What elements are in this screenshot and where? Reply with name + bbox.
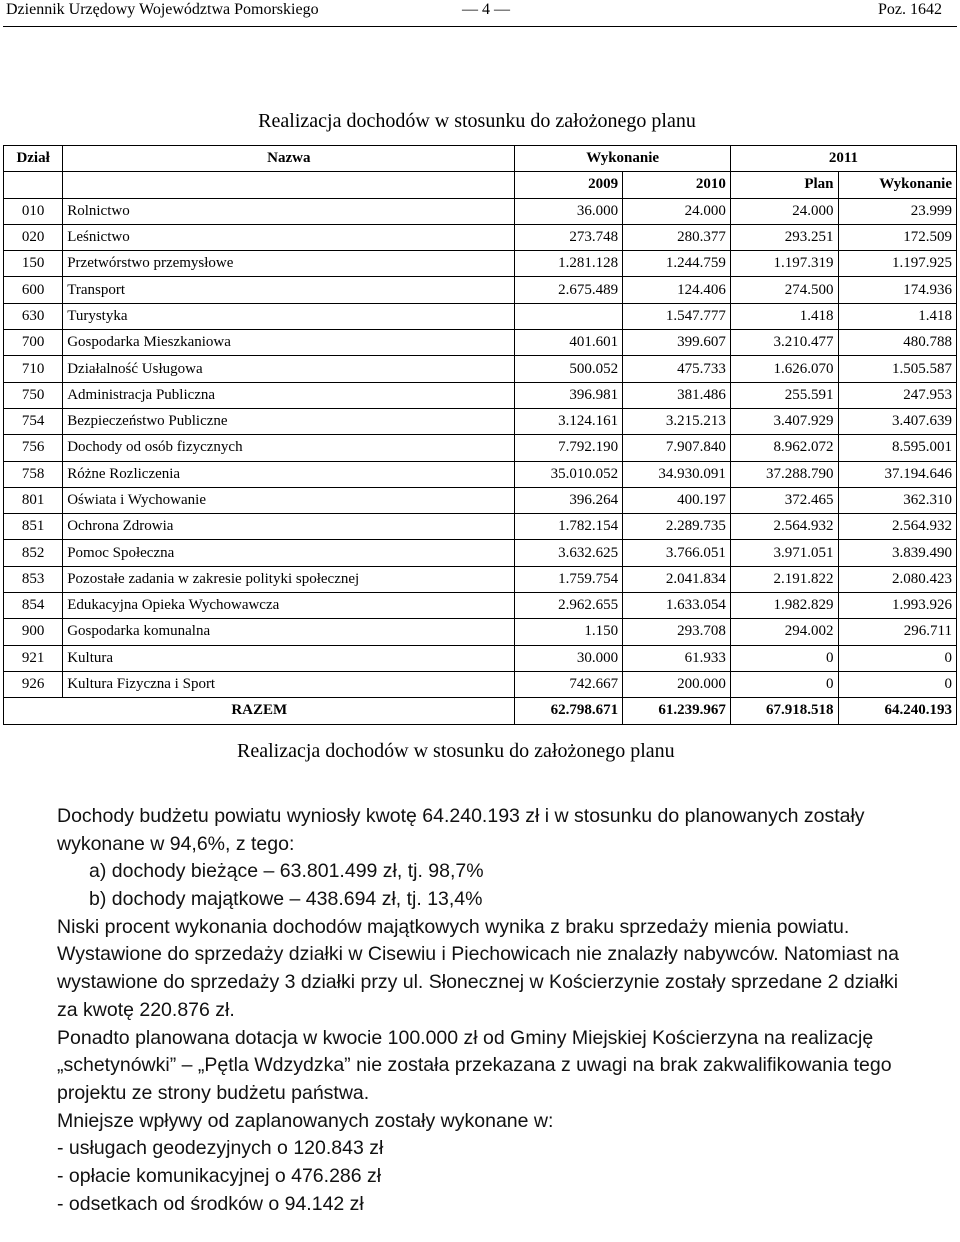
dzial-cell: 750 — [4, 382, 63, 408]
nazwa-cell: Ochrona Zdrowia — [63, 514, 515, 540]
scanned-text-line: - odsetkach od środków o 94.142 zł — [57, 1192, 364, 1215]
plan-cell: 294.002 — [730, 619, 838, 645]
table-subheader-row — [4, 172, 957, 198]
wykonanie-cell: 37.194.646 — [838, 461, 957, 487]
dzial-cell: 851 — [4, 514, 63, 540]
wykonanie-cell: 480.788 — [838, 330, 957, 356]
wykonanie-cell: 2.564.932 — [838, 514, 957, 540]
wykonanie-cell: 247.953 — [838, 382, 957, 408]
dzial-cell: 758 — [4, 461, 63, 487]
table-row — [4, 408, 957, 434]
nazwa-cell: Edukacyjna Opieka Wychowawcza — [63, 593, 515, 619]
dzial-cell: 926 — [4, 671, 63, 697]
header-wykonanie: Wykonanie — [515, 146, 730, 172]
plan-cell: 255.591 — [730, 382, 838, 408]
dzial-cell: 010 — [4, 198, 63, 224]
scanned-text-line: - opłacie komunikacyjnej o 476.286 zł — [57, 1164, 382, 1187]
value-2010-cell: 1.633.054 — [623, 593, 731, 619]
nazwa-cell: Gospodarka komunalna — [63, 619, 515, 645]
header-2010: 2010 — [623, 172, 731, 198]
wykonanie-cell: 0 — [838, 671, 957, 697]
dzial-cell: 852 — [4, 540, 63, 566]
wykonanie-cell: 172.509 — [838, 224, 957, 250]
plan-cell: 37.288.790 — [730, 461, 838, 487]
header-2011: 2011 — [730, 146, 956, 172]
plan-cell: 24.000 — [730, 198, 838, 224]
value-2009-cell: 742.667 — [515, 671, 623, 697]
wykonanie-cell: 1.418 — [838, 303, 957, 329]
total-plan: 67.918.518 — [730, 698, 838, 724]
header-nazwa: Nazwa — [63, 146, 515, 172]
value-2010-cell: 2.041.834 — [623, 566, 731, 592]
value-2009-cell: 35.010.052 — [515, 461, 623, 487]
table-row — [4, 514, 957, 540]
plan-cell: 1.982.829 — [730, 593, 838, 619]
wykonanie-cell: 8.595.001 — [838, 435, 957, 461]
wykonanie-cell: 362.310 — [838, 487, 957, 513]
plan-cell: 274.500 — [730, 277, 838, 303]
wykonanie-cell: 1.993.926 — [838, 593, 957, 619]
value-2010-cell: 2.289.735 — [623, 514, 731, 540]
wykonanie-cell: 23.999 — [838, 198, 957, 224]
nazwa-cell: Administracja Publiczna — [63, 382, 515, 408]
plan-cell: 1.418 — [730, 303, 838, 329]
nazwa-cell: Gospodarka Mieszkaniowa — [63, 330, 515, 356]
caption: Realizacja dochodów w stosunku do założonego planu — [237, 740, 675, 762]
header-dzial: Dział — [4, 146, 63, 172]
wykonanie-cell: 1.197.925 — [838, 251, 957, 277]
value-2009-cell: 401.601 — [515, 330, 623, 356]
dzial-cell: 854 — [4, 593, 63, 619]
nazwa-cell: Kultura Fizyczna i Sport — [63, 671, 515, 697]
nazwa-cell: Dochody od osób fizycznych — [63, 435, 515, 461]
wykonanie-cell: 3.839.490 — [838, 540, 957, 566]
plan-cell: 0 — [730, 645, 838, 671]
value-2010-cell: 381.486 — [623, 382, 731, 408]
value-2010-cell: 293.708 — [623, 619, 731, 645]
scanned-text-block — [57, 803, 918, 1242]
scanned-text-line: Ponadto planowana dotacja w kwocie 100.000 zł od Gminy Miejskiej Kościerzyna na realizację — [57, 1026, 874, 1049]
dzial-cell: 754 — [4, 408, 63, 434]
table-header-row — [4, 146, 957, 172]
value-2009-cell: 500.052 — [515, 356, 623, 382]
dzial-cell: 600 — [4, 277, 63, 303]
value-2009-cell: 36.000 — [515, 198, 623, 224]
scanned-text-line: b) dochody majątkowe – 438.694 zł, tj. 13,4% — [89, 888, 483, 911]
scanned-text-line: „schetynówki” – „Pętla Wdzydzka” nie została przekazana z uwagi na brak zakwalifikowania tego — [57, 1054, 892, 1077]
value-2009-cell: 3.632.625 — [515, 540, 623, 566]
wykonanie-cell: 2.080.423 — [838, 566, 957, 592]
nazwa-cell: Przetwórstwo przemysłowe — [63, 251, 515, 277]
nazwa-cell: Pozostałe zadania w zakresie polityki społecznej — [63, 566, 515, 592]
table-row — [4, 540, 957, 566]
dzial-cell: 700 — [4, 330, 63, 356]
dzial-cell: 801 — [4, 487, 63, 513]
dzial-cell: 921 — [4, 645, 63, 671]
wykonanie-cell: 1.505.587 — [838, 356, 957, 382]
scanned-text-line: projektu ze strony budżetu państwa. — [57, 1081, 370, 1104]
plan-cell: 3.407.929 — [730, 408, 838, 434]
wykonanie-cell: 174.936 — [838, 277, 957, 303]
table-row — [4, 593, 957, 619]
income-table — [3, 145, 957, 725]
scanned-text-line: Dochody budżetu powiatu wyniosły kwotę 64.240.193 zł i w stosunku do planowanych zostały — [57, 805, 865, 827]
total-wykonanie: 64.240.193 — [838, 698, 957, 724]
scanned-text-line: Mniejsze wpływy od zaplanowanych zostały wykonane w: — [57, 1109, 554, 1132]
scanned-text-line: Niski procent wykonania dochodów majątkowych wynika z braku sprzedaży mienia powiatu. — [57, 915, 850, 938]
value-2010-cell: 280.377 — [623, 224, 731, 250]
dzial-cell: 150 — [4, 251, 63, 277]
value-2010-cell: 200.000 — [623, 671, 731, 697]
value-2010-cell: 61.933 — [623, 645, 731, 671]
wykonanie-cell: 3.407.639 — [838, 408, 957, 434]
dzial-cell: 853 — [4, 566, 63, 592]
plan-cell: 1.626.070 — [730, 356, 838, 382]
table-row — [4, 356, 957, 382]
value-2010-cell: 3.766.051 — [623, 540, 731, 566]
value-2009-cell: 7.792.190 — [515, 435, 623, 461]
plan-cell: 372.465 — [730, 487, 838, 513]
scanned-text-line: a) dochody bieżące – 63.801.499 zł, tj. 98,7% — [89, 860, 484, 883]
plan-cell: 3.971.051 — [730, 540, 838, 566]
dzial-cell: 900 — [4, 619, 63, 645]
value-2009-cell — [515, 303, 623, 329]
table-row — [4, 277, 957, 303]
nazwa-cell: Działalność Usługowa — [63, 356, 515, 382]
value-2009-cell: 1.759.754 — [515, 566, 623, 592]
value-2010-cell: 1.244.759 — [623, 251, 731, 277]
page-number: — 4 — — [462, 1, 510, 18]
value-2010-cell: 24.000 — [623, 198, 731, 224]
value-2009-cell: 1.281.128 — [515, 251, 623, 277]
table-row — [4, 382, 957, 408]
header-plan: Plan — [730, 172, 838, 198]
value-2010-cell: 124.406 — [623, 277, 731, 303]
table-row — [4, 224, 957, 250]
value-2009-cell: 396.264 — [515, 487, 623, 513]
plan-cell: 0 — [730, 671, 838, 697]
value-2009-cell: 1.150 — [515, 619, 623, 645]
value-2010-cell: 1.547.777 — [623, 303, 731, 329]
table-row — [4, 435, 957, 461]
dzial-cell: 020 — [4, 224, 63, 250]
table-row — [4, 671, 957, 697]
table-row — [4, 487, 957, 513]
total-label: RAZEM — [4, 698, 515, 724]
nazwa-cell: Turystyka — [63, 303, 515, 329]
dzial-cell: 710 — [4, 356, 63, 382]
total-row — [4, 698, 957, 724]
header-empty — [63, 172, 515, 198]
header-divider — [3, 26, 957, 27]
value-2010-cell: 475.733 — [623, 356, 731, 382]
nazwa-cell: Bezpieczeństwo Publiczne — [63, 408, 515, 434]
page-header — [0, 0, 960, 26]
dzial-cell: 630 — [4, 303, 63, 329]
table-row — [4, 566, 957, 592]
total-2009: 62.798.671 — [515, 698, 623, 724]
plan-cell: 3.210.477 — [730, 330, 838, 356]
scanned-text-line: wykonane w 94,6%, z tego: — [57, 832, 295, 855]
journal-name: Dziennik Urzędowy Województwa Pomorskiego — [6, 1, 319, 18]
value-2009-cell: 3.124.161 — [515, 408, 623, 434]
header-empty — [4, 172, 63, 198]
value-2010-cell: 7.907.840 — [623, 435, 731, 461]
scanned-text-line: Wystawione do sprzedaży działki w Cisewiu i Piechowicach nie znalazły nabywców. Natomiast na — [57, 943, 899, 966]
value-2010-cell: 399.607 — [623, 330, 731, 356]
nazwa-cell: Oświata i Wychowanie — [63, 487, 515, 513]
nazwa-cell: Leśnictwo — [63, 224, 515, 250]
nazwa-cell: Pomoc Społeczna — [63, 540, 515, 566]
value-2010-cell: 34.930.091 — [623, 461, 731, 487]
table-row — [4, 330, 957, 356]
value-2009-cell: 1.782.154 — [515, 514, 623, 540]
plan-cell: 8.962.072 — [730, 435, 838, 461]
value-2009-cell: 2.675.489 — [515, 277, 623, 303]
nazwa-cell: Rolnictwo — [63, 198, 515, 224]
wykonanie-cell: 296.711 — [838, 619, 957, 645]
dzial-cell: 756 — [4, 435, 63, 461]
table-row — [4, 645, 957, 671]
plan-cell: 1.197.319 — [730, 251, 838, 277]
value-2010-cell: 3.215.213 — [623, 408, 731, 434]
table-row — [4, 619, 957, 645]
plan-cell: 2.191.822 — [730, 566, 838, 592]
scanned-text-line: wystawione do sprzedaży 3 działki przy ul. Słonecznej w Kościerzynie zostały sprzedane 2 działki — [57, 971, 899, 994]
nazwa-cell: Kultura — [63, 645, 515, 671]
scanned-text-line: - usługach geodezyjnych o 120.843 zł — [57, 1137, 384, 1160]
plan-cell: 293.251 — [730, 224, 838, 250]
plan-cell: 2.564.932 — [730, 514, 838, 540]
total-2010: 61.239.967 — [623, 698, 731, 724]
table-title: Realizacja dochodów w stosunku do założonego planu — [258, 110, 696, 132]
header-wykonanie-2011: Wykonanie — [838, 172, 957, 198]
table-row — [4, 303, 957, 329]
table-row — [4, 251, 957, 277]
value-2009-cell: 273.748 — [515, 224, 623, 250]
value-2010-cell: 400.197 — [623, 487, 731, 513]
wykonanie-cell: 0 — [838, 645, 957, 671]
header-2009: 2009 — [515, 172, 623, 198]
position-number: Poz. 1642 — [878, 1, 942, 18]
nazwa-cell: Różne Rozliczenia — [63, 461, 515, 487]
scanned-text-line: za kwotę 220.876 zł. — [57, 998, 235, 1021]
value-2009-cell: 396.981 — [515, 382, 623, 408]
table-row — [4, 461, 957, 487]
value-2009-cell: 2.962.655 — [515, 593, 623, 619]
value-2009-cell: 30.000 — [515, 645, 623, 671]
nazwa-cell: Transport — [63, 277, 515, 303]
table-row — [4, 198, 957, 224]
